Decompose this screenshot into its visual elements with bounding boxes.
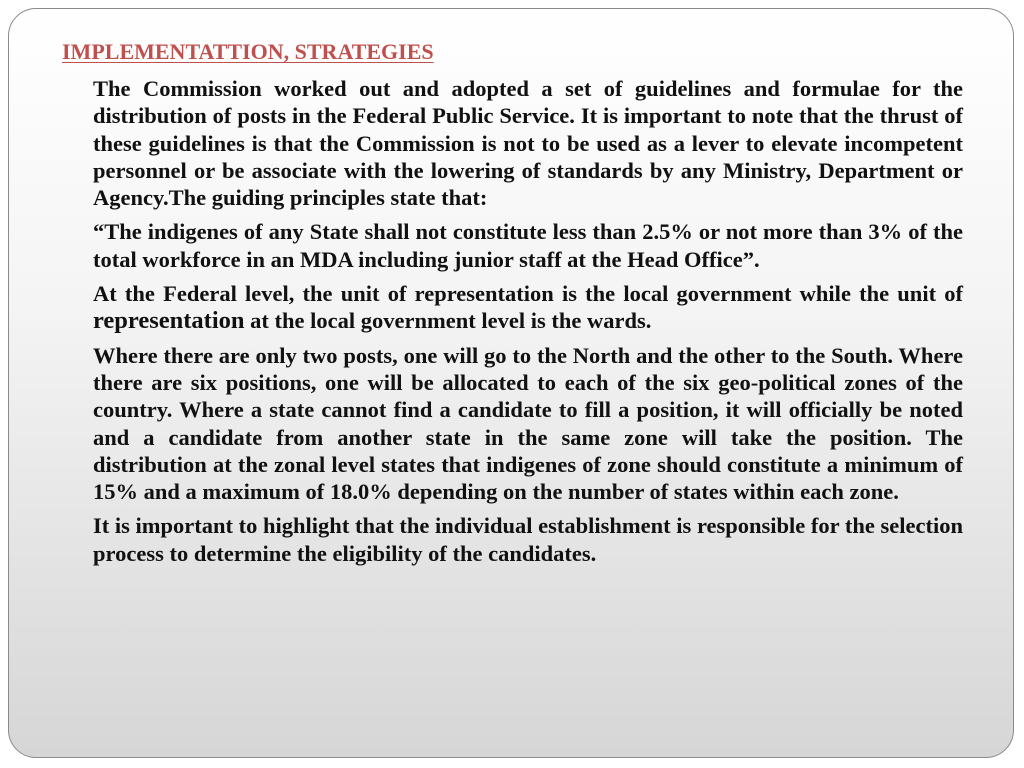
- federal-text-part2: at the local government level is the wards.: [244, 308, 652, 334]
- slide: [8, 8, 1014, 758]
- federal-text-part1: At the Federal level, the unit of representation is the local government while the unit of: [93, 281, 963, 307]
- paragraph-quote: “The indigenes of any State shall not constitute less than 2.5% or not more than 3% of the total workforce in an MDA including junior staff at the Head Office”.: [93, 219, 963, 272]
- paragraph-federal-level: [93, 280, 963, 335]
- federal-text-emphasis: representation: [93, 307, 245, 335]
- paragraph-selection: It is important to highlight that the individual establishment is responsible for the selection process to determine the eligibility of the candidates.: [93, 513, 963, 566]
- slide-body: [93, 75, 963, 574]
- slide-title: IMPLEMENTATTION, STRATEGIES: [62, 39, 434, 64]
- paragraph-distribution: Where there are only two posts, one will go to the North and the other to the South. Where there are six positions, one will be allocated to each of the six geo-political zones of the country. Where a state cannot find a candidate to fill a position, it will officially be noted and a candidate from another state in the same zone will take the position. The distribution at the zonal level states that indigenes of zone should constitute a minimum of 15% and a maximum of 18.0% depending on the number of states within each zone.: [93, 342, 963, 505]
- paragraph-guidelines: The Commission worked out and adopted a set of guidelines and formulae for the distribution of posts in the Federal Public Service. It is important to note that the thrust of these guidelines is that the Commission is not to be used as a lever to elevate incompetent personnel or be associate with the lowering of standards by any Ministry, Department or Agency.The guiding principles state that:: [93, 76, 963, 211]
